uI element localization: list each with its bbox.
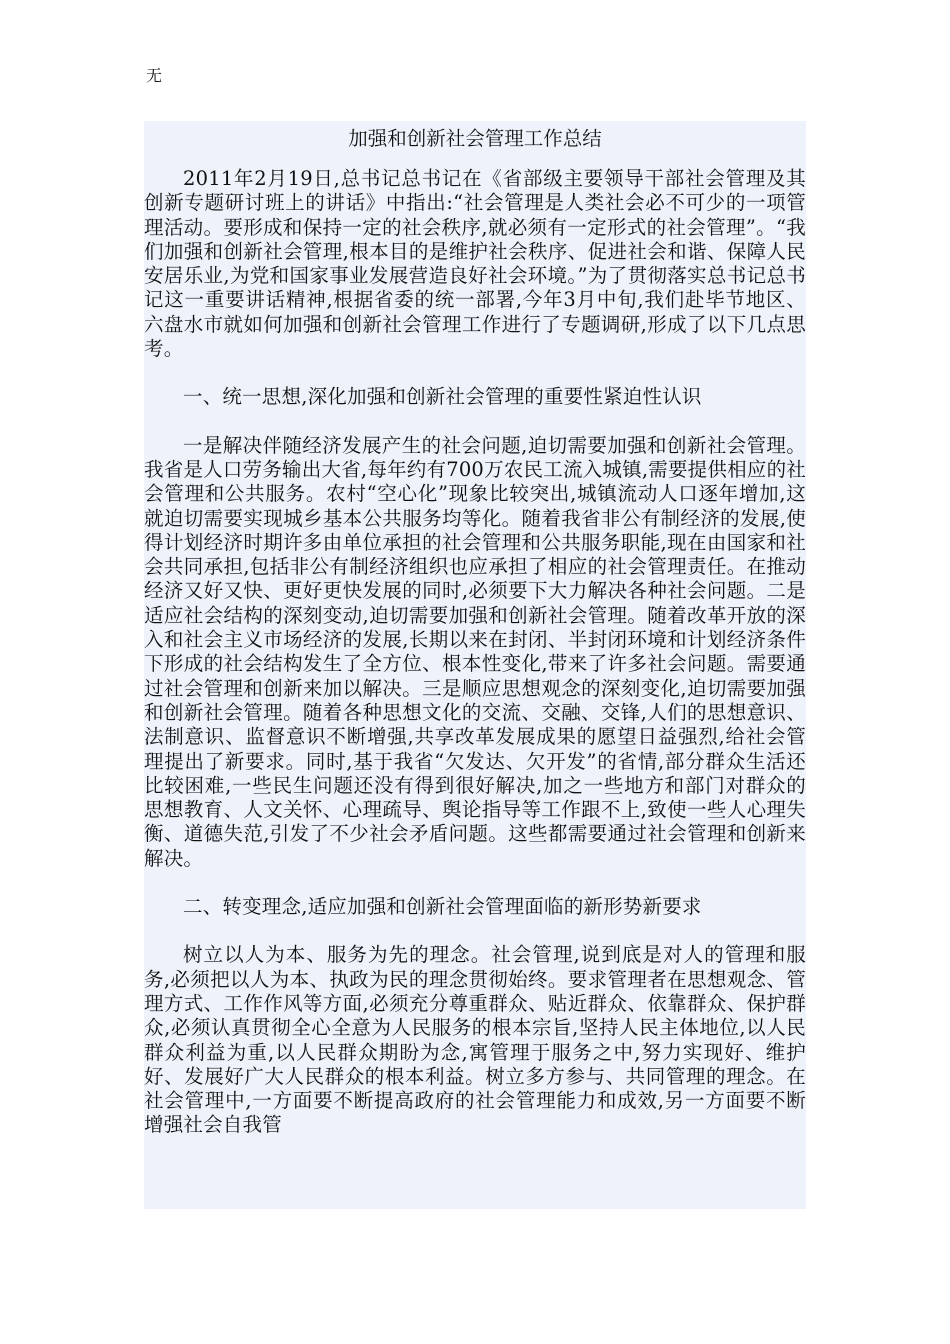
section-heading-1: 一、统一思想,深化加强和创新社会管理的重要性紧迫性认识 xyxy=(183,385,702,409)
body-paragraph: 树立以人为本、服务为先的理念。社会管理,说到底是对人的管理和服务,必须把以人为本、执政为民的理念贯彻始终。要求管理者在思想观念、管理方式、工作作风等方面,必须充分尊重群众、贴近群众、依靠群众、保护群众,必须认真贯彻全心全意为人民服务的根本宗旨,坚持人民主体地位,以人民群众利益为重,以人民群众期盼为念,寓管理于服务之中,努力实现好、维护好、发展好广大人民群众的根本利益。树立多方参与、共同管理的理念。在社会管理中,一方面要不断提高政府的社会管理能力和成效,另一方面要不断增强社会自我管 xyxy=(144,943,806,1137)
header-note: 无 xyxy=(146,66,163,85)
document-title: 加强和创新社会管理工作总结 xyxy=(348,127,602,150)
intro-paragraph: 2011年2月19日,总书记总书记在《省部级主要领导干部社会管理及其创新专题研讨班上的讲话》中指出:“社会管理是人类社会必不可少的一项管理活动。要形成和保持一定的社会秩序,就必须有一定形式的社会管理”。“我们加强和创新社会管理,根本目的是维护社会秩序、促进社会和谐、保障人民安居乐业,为党和国家事业发展营造良好社会环境。”为了贯彻落实总书记总书记这一重要讲话精神,根据省委的统一部署,今年3月中旬,我们赴毕节地区、六盘水市就如何加强和创新社会管理工作进行了专题调研,形成了以下几点思考。 xyxy=(144,167,806,361)
document-body xyxy=(144,121,806,1209)
body-paragraph: 一是解决伴随经济发展产生的社会问题,迫切需要加强和创新社会管理。我省是人口劳务输出大省,每年约有700万农民工流入城镇,需要提供相应的社会管理和公共服务。农村“空心化”现象比较突出,城镇流动人口逐年增加,这就迫切需要实现城乡基本公共服务均等化。随着我省非公有制经济的发展,使得计划经济时期许多由单位承担的社会管理和公共服务职能,现在由国家和社会共同承担,包括非公有制经济组织也应承担了相应的社会管理责任。在推动经济又好又快、更好更快发展的同时,必须要下大力解决各种社会问题。二是适应社会结构的深刻变动,迫切需要加强和创新社会管理。随着改革开放的深入和社会主义市场经济的发展,长期以来在封闭、半封闭环境和计划经济条件下形成的社会结构发生了全方位、根本性变化,带来了许多社会问题。需要通过社会管理和创新来加以解决。三是顺应思想观念的深刻变化,迫切需要加强和创新社会管理。随着各种思想文化的交流、交融、交锋,人们的思想意识、法制意识、监督意识不断增强,共享改革发展成果的愿望日益强烈,给社会管理提出了新要求。同时,基于我省“欠发达、欠开发”的省情,部分群众生活还比较困难,一些民生问题还没有得到很好解决,加之一些地方和部门对群众的思想教育、人文关怀、心理疏导、舆论指导等工作跟不上,致使一些人心理失衡、道德失范,引发了不少社会矛盾问题。这些都需要通过社会管理和创新来解决。 xyxy=(144,433,806,870)
section-heading-2: 二、转变理念,适应加强和创新社会管理面临的新形势新要求 xyxy=(183,895,702,919)
